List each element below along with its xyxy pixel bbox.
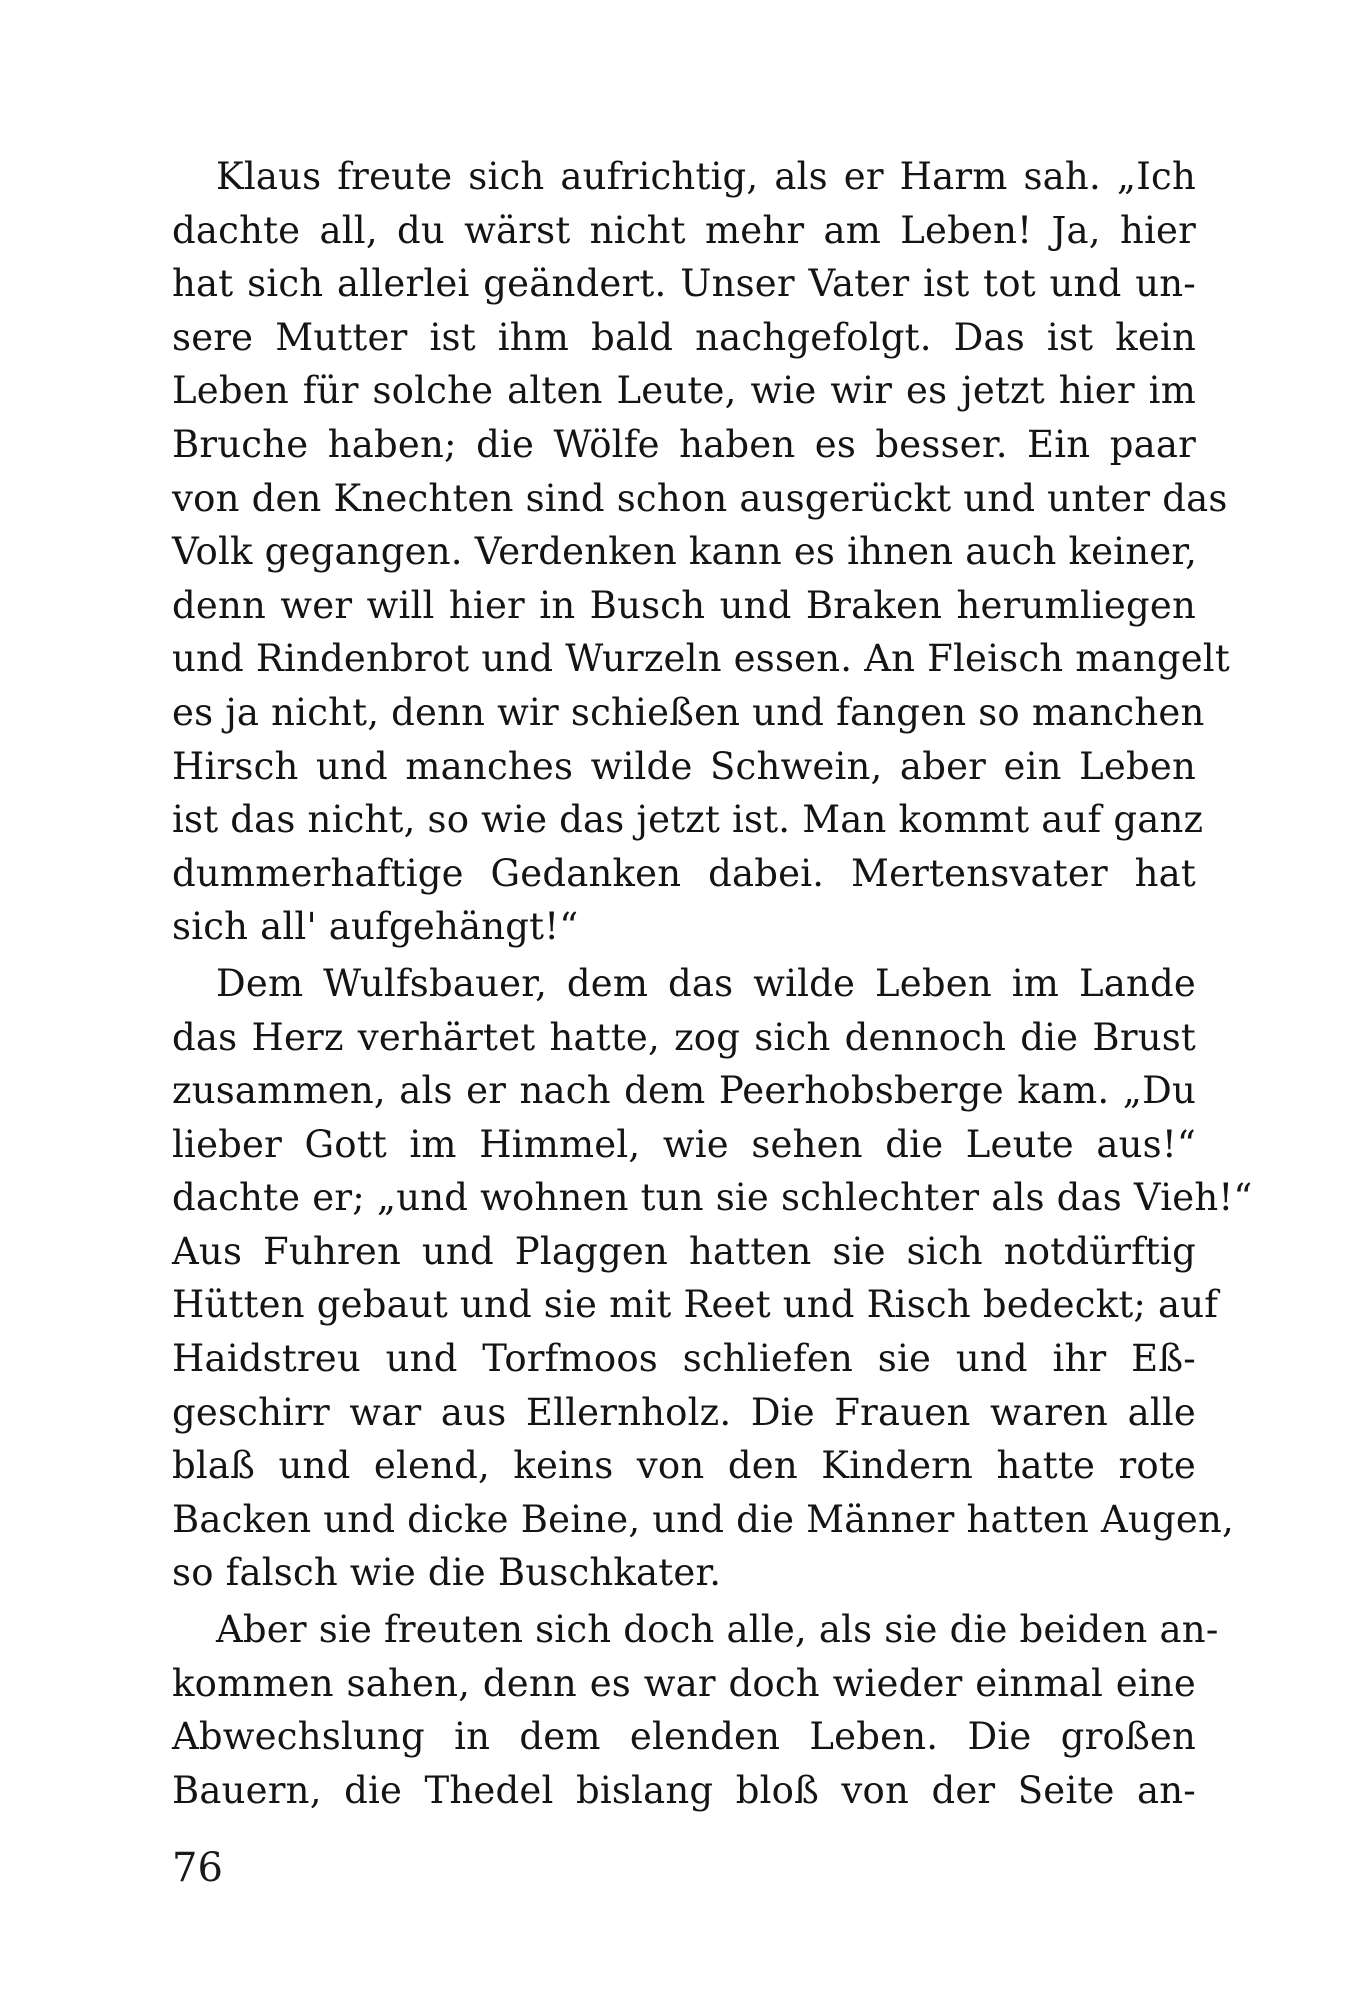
text-line: so falsch wie die Buschkater. [172,1551,722,1595]
text-line: ist das nicht, so wie das jetzt ist. Man kommt auf ganz [172,798,1204,842]
text-line: sich all' aufgehängt!“ [172,905,579,949]
text-line: das Herz verhärtet hatte, zog sich dennoch die Brust [172,1015,1196,1059]
text-line: geschirr war aus Ellernholz. Die Frauen waren alle [172,1390,1196,1434]
text-line: Bauern, die Thedel bislang bloß von der Seite an- [172,1768,1196,1812]
text-line: kommen sahen, denn es war doch wieder einmal eine [172,1661,1196,1705]
text-line: es ja nicht, denn wir schießen und fangen so manchen [172,690,1205,734]
text-line: Haidstreu und Torfmoos schliefen sie und ihr Eß- [172,1337,1196,1381]
text-line: Volk gegangen. Verdenken kann es ihnen auch keiner, [172,530,1198,574]
text-line: Bruche haben; die Wölfe haben es besser. Ein paar [172,422,1196,466]
text-line: von den Knechten sind schon ausgerückt und unter das [172,476,1228,520]
text-line: dummerhaftige Gedanken dabei. Mertensvater hat [172,851,1196,895]
paragraph [172,957,1253,1600]
text-line: Hirsch und manches wilde Schwein, aber ein Leben [172,744,1196,788]
text-line: Klaus freute sich aufrichtig, als er Harm sah. „Ich [216,155,1196,198]
text-line: Aus Fuhren und Plaggen hatten sie sich notdürftig [172,1229,1196,1273]
text-line: dachte all, du wärst nicht mehr am Leben! Ja, hier [172,208,1196,252]
text-line: Leben für solche alten Leute, wie wir es jetzt hier im [172,369,1196,413]
text-line: Dem Wulfsbauer, dem das wilde Leben im Lande [216,961,1196,1005]
text-line: Backen und dicke Beine, und die Männer hatten Augen, [172,1497,1234,1541]
text-line: Aber sie freuten sich doch alle, als sie die beiden an- [216,1608,1219,1652]
text-line: Hütten gebaut und sie mit Reet und Risch bedeckt; auf [172,1283,1219,1327]
paragraph [172,150,1230,954]
page-body [172,150,1253,1817]
text-line: lieber Gott im Himmel, wie sehen die Leute aus!“ [172,1122,1196,1166]
text-line: hat sich allerlei geändert. Unser Vater ist tot und un- [172,262,1196,306]
text-line: und Rindenbrot und Wurzeln essen. An Fleisch mangelt [172,637,1230,681]
text-line: Abwechslung in dem elenden Leben. Die großen [172,1715,1196,1759]
text-line: denn wer will hier in Busch und Braken herumliegen [172,583,1196,627]
text-line: sere Mutter ist ihm bald nachgefolgt. Das ist kein [172,315,1196,359]
text-line: dachte er; „und wohnen tun sie schlechter als das Vieh!“ [172,1176,1253,1220]
paragraph [172,1603,1219,1817]
page-number: 76 [172,1845,223,1891]
text-line: blaß und elend, keins von den Kindern hatte rote [172,1444,1196,1488]
text-line: zusammen, als er nach dem Peerhobsberge kam. „Du [172,1069,1196,1113]
